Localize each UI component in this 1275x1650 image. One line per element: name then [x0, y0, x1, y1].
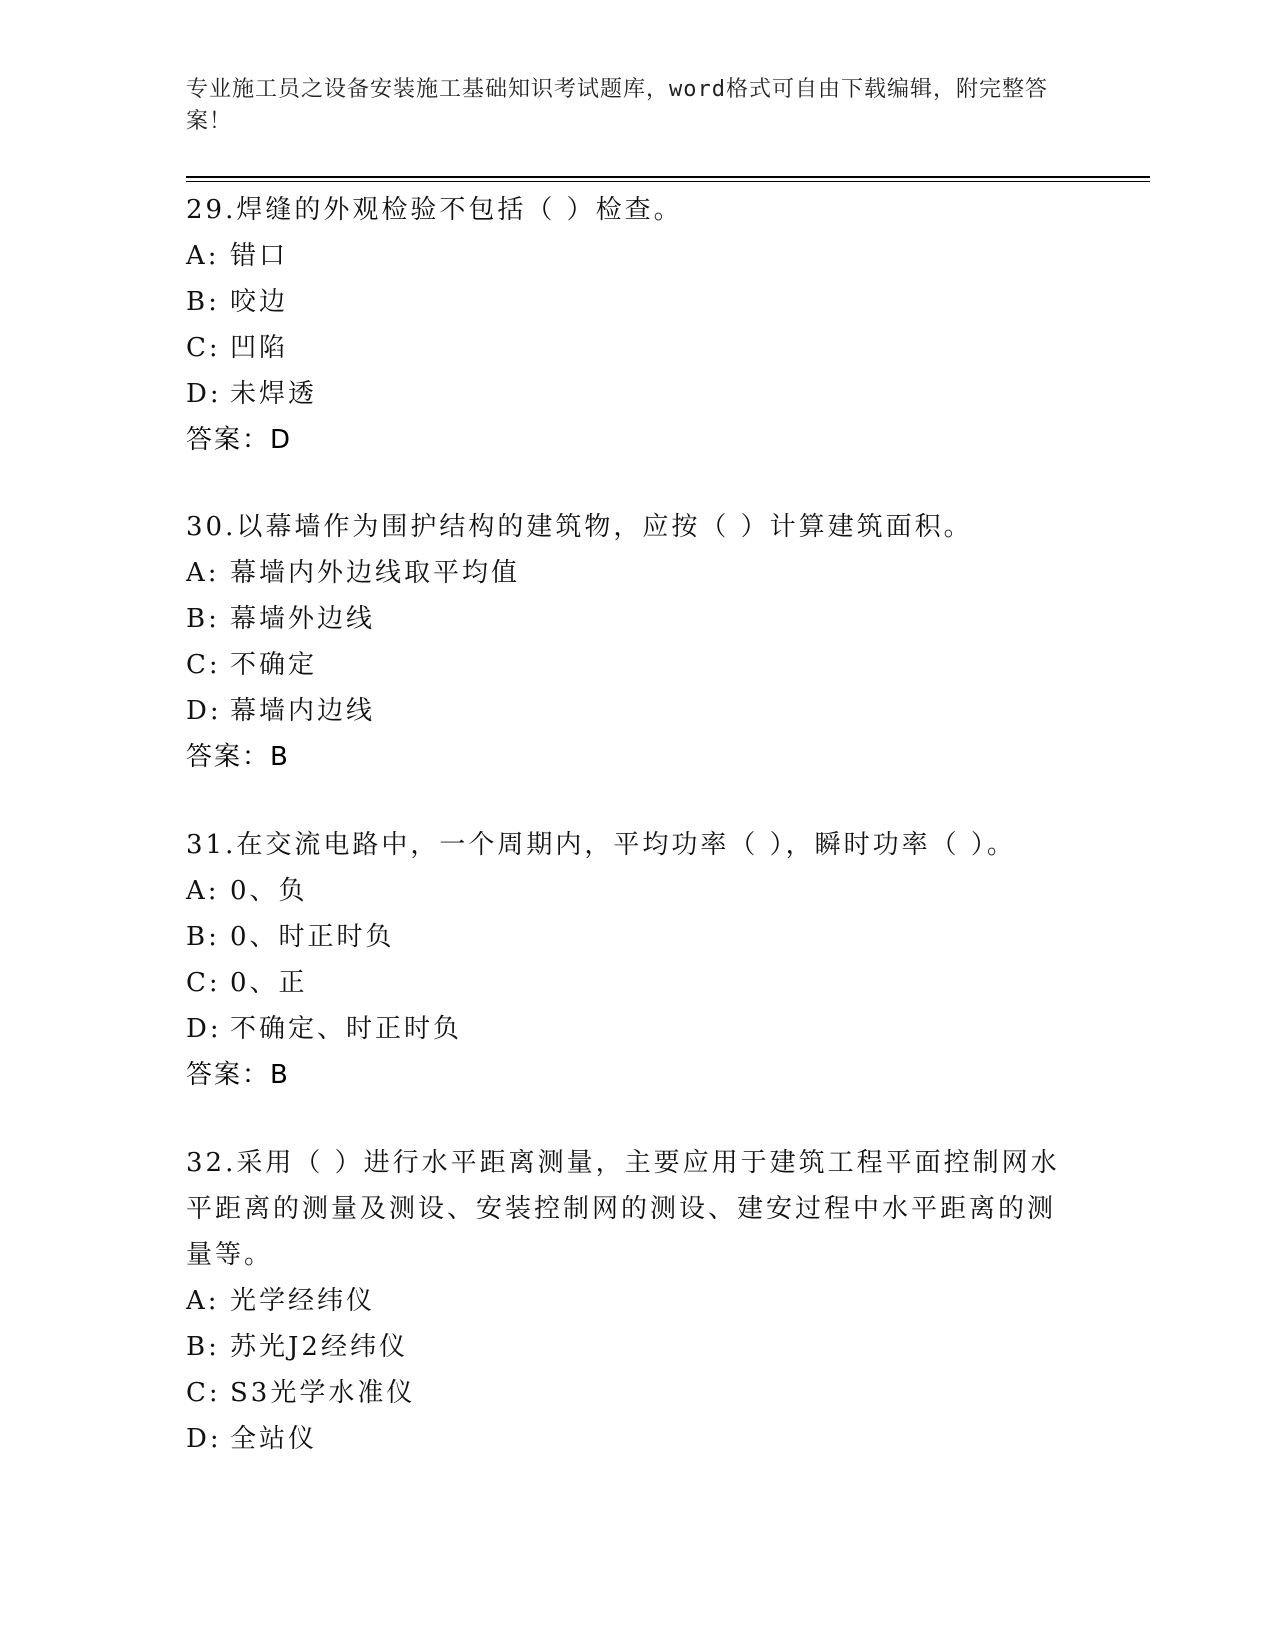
option-letter: A:: [186, 1286, 220, 1316]
option-c: [186, 1370, 1076, 1416]
option-d: [186, 688, 1076, 734]
question-31: [186, 822, 1076, 1098]
question-stem: 32.采用（ ）进行水平距离测量，主要应用于建筑工程平面控制网水平距离的测量及测设、安装控制网的测设、建安过程中水平距离的测量等。: [186, 1148, 1060, 1270]
option-letter: A:: [186, 241, 220, 271]
answer-line: 答案：D: [186, 425, 293, 455]
option-letter: C:: [186, 333, 221, 363]
option-c: [186, 960, 1076, 1006]
option-text: 光学经纬仪: [230, 1286, 376, 1316]
option-text: 咬边: [230, 287, 289, 317]
option-b: [186, 914, 1076, 960]
header-rule-thick: [186, 176, 1150, 178]
question-30: [186, 504, 1076, 780]
option-text: 未焊透: [230, 379, 318, 409]
option-letter: D:: [186, 696, 222, 726]
option-letter: D:: [186, 1424, 222, 1454]
answer-line: 答案：B: [186, 742, 290, 772]
option-text: 不确定: [230, 650, 318, 680]
option-text: 幕墙内外边线取平均值: [230, 558, 521, 588]
option-letter: D:: [186, 1014, 222, 1044]
question-stem: 29.焊缝的外观检验不包括（ ）检查。: [186, 195, 683, 225]
question-stem: 30.以幕墙作为围护结构的建筑物，应按（ ）计算建筑面积。: [186, 512, 973, 542]
option-text: 全站仪: [230, 1424, 318, 1454]
option-letter: A:: [186, 876, 220, 906]
option-d: [186, 371, 1076, 417]
option-letter: B:: [186, 922, 220, 952]
option-letter: D:: [186, 379, 222, 409]
option-d: [186, 1006, 1076, 1052]
option-text: 0、正: [230, 968, 308, 998]
option-c: [186, 325, 1076, 371]
option-letter: B:: [186, 604, 220, 634]
option-b: [186, 1324, 1076, 1370]
question-29: [186, 187, 1076, 463]
option-letter: A:: [186, 558, 220, 588]
question-32: [186, 1140, 1076, 1462]
option-b: [186, 596, 1076, 642]
option-letter: B:: [186, 1332, 220, 1362]
option-a: [186, 868, 1076, 914]
option-text: 幕墙内边线: [230, 696, 376, 726]
option-c: [186, 642, 1076, 688]
question-stem: 31.在交流电路中，一个周期内，平均功率（ ），瞬时功率（ ）。: [186, 830, 1016, 860]
option-text: 苏光J2经纬仪: [230, 1332, 408, 1362]
option-b: [186, 279, 1076, 325]
option-letter: C:: [186, 1378, 221, 1408]
option-letter: C:: [186, 650, 221, 680]
option-text: 不确定、时正时负: [230, 1014, 463, 1044]
option-text: 幕墙外边线: [230, 604, 376, 634]
header-rule-thin: [186, 181, 1150, 182]
option-text: S3光学水准仪: [230, 1378, 416, 1408]
answer-line: 答案：B: [186, 1060, 290, 1090]
option-text: 凹陷: [230, 333, 289, 363]
document-header: 专业施工员之设备安装施工基础知识考试题库，word格式可自由下载编辑，附完整答案！: [186, 77, 1048, 134]
option-a: [186, 550, 1076, 596]
option-d: [186, 1416, 1076, 1462]
option-a: [186, 1278, 1076, 1324]
option-letter: C:: [186, 968, 221, 998]
option-a: [186, 233, 1076, 279]
option-text: 错口: [230, 241, 289, 271]
option-letter: B:: [186, 287, 220, 317]
option-text: 0、时正时负: [230, 922, 395, 952]
option-text: 0、负: [230, 876, 308, 906]
